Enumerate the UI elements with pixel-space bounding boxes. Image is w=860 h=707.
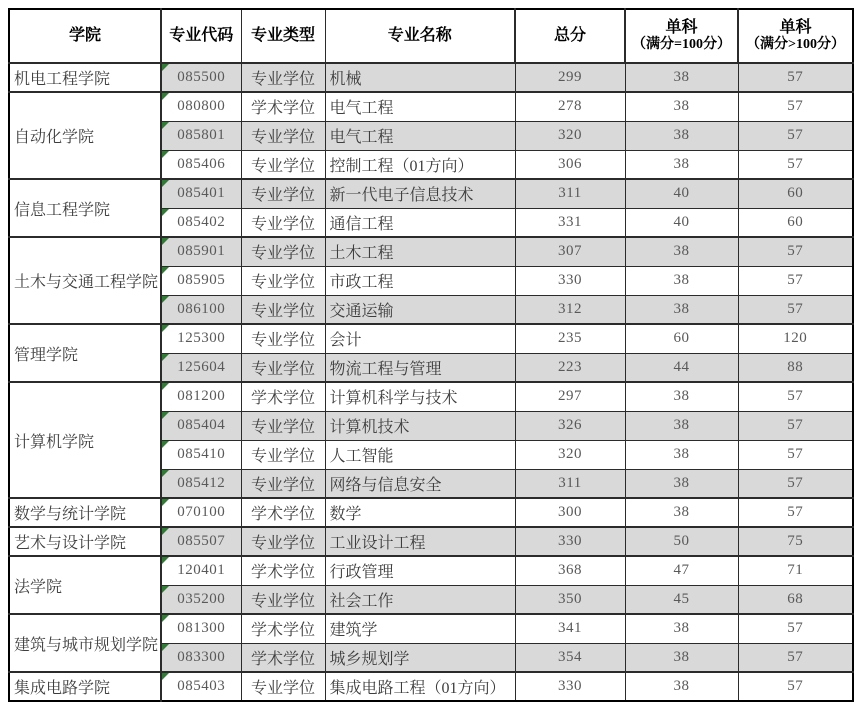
major-code-cell	[161, 585, 241, 614]
green-triangle-icon	[162, 557, 169, 564]
single-subject-100-cell: 38	[625, 63, 738, 92]
table-row	[9, 614, 853, 643]
total-score-cell: 300	[515, 498, 625, 527]
major-name-cell: 网络与信息安全	[325, 469, 515, 498]
single-subject-over100-cell: 57	[738, 237, 853, 266]
degree-type-cell: 专业学位	[241, 295, 325, 324]
single-subject-over100-cell: 57	[738, 150, 853, 179]
spreadsheet-page	[8, 8, 854, 702]
admission-score-table	[8, 8, 854, 702]
major-code-text: 070100	[177, 504, 226, 520]
major-name-cell: 行政管理	[325, 556, 515, 585]
total-score-cell: 330	[515, 527, 625, 556]
major-code-text: 085412	[177, 474, 226, 491]
table-row	[9, 63, 853, 92]
total-score-cell: 331	[515, 208, 625, 237]
degree-type-cell: 学术学位	[241, 92, 325, 121]
single-subject-100-cell: 38	[625, 440, 738, 469]
major-code-cell	[161, 353, 241, 382]
single-subject-100-cell: 38	[625, 643, 738, 672]
college-cell: 机电工程学院	[9, 63, 161, 92]
single-subject-over100-cell: 57	[738, 672, 853, 701]
degree-type-cell: 专业学位	[241, 469, 325, 498]
single-subject-100-cell: 45	[625, 585, 738, 614]
major-code-text: 085404	[177, 417, 226, 433]
column-header-major-name	[325, 9, 515, 63]
college-cell: 建筑与城市规划学院	[9, 614, 161, 672]
single-subject-over100-cell: 57	[738, 498, 853, 527]
column-header-sublabel: （满分>100分）	[746, 37, 845, 53]
major-name-cell: 建筑学	[325, 614, 515, 643]
table-row	[9, 672, 853, 701]
single-subject-100-cell: 38	[625, 614, 738, 643]
major-code-cell	[161, 324, 241, 353]
major-code-cell	[161, 121, 241, 150]
single-subject-100-cell: 60	[625, 324, 738, 353]
degree-type-cell: 学术学位	[241, 556, 325, 585]
degree-type-cell: 专业学位	[241, 672, 325, 701]
total-score-cell: 307	[515, 237, 625, 266]
single-subject-over100-cell: 88	[738, 353, 853, 382]
major-name-cell: 物流工程与管理	[325, 353, 515, 382]
single-subject-100-cell: 38	[625, 411, 738, 440]
green-triangle-icon	[162, 412, 169, 419]
single-subject-over100-cell: 57	[738, 382, 853, 411]
major-code-cell	[161, 150, 241, 179]
major-code-cell	[161, 498, 241, 527]
major-name-cell: 控制工程（01方向）	[325, 150, 515, 179]
major-name-cell: 新一代电子信息技术	[325, 179, 515, 208]
green-triangle-icon	[162, 180, 169, 187]
single-subject-over100-cell: 120	[738, 324, 853, 353]
major-code-cell	[161, 266, 241, 295]
degree-type-cell: 学术学位	[241, 614, 325, 643]
column-header-college	[9, 9, 161, 63]
major-name-cell: 机械	[325, 63, 515, 92]
total-score-cell: 368	[515, 556, 625, 585]
total-score-cell: 320	[515, 121, 625, 150]
college-cell: 计算机学院	[9, 382, 161, 498]
college-cell: 自动化学院	[9, 92, 161, 179]
major-code-cell	[161, 208, 241, 237]
total-score-cell: 311	[515, 179, 625, 208]
degree-type-cell: 专业学位	[241, 440, 325, 469]
single-subject-over100-cell: 57	[738, 121, 853, 150]
table-row	[9, 237, 853, 266]
major-name-cell: 电气工程	[325, 92, 515, 121]
major-code-text: 085500	[177, 69, 226, 85]
major-name-cell: 通信工程	[325, 208, 515, 237]
major-name-cell: 计算机科学与技术	[325, 382, 515, 411]
major-code-text: 086100	[177, 300, 226, 317]
green-triangle-icon	[162, 673, 169, 680]
degree-type-cell: 学术学位	[241, 382, 325, 411]
major-code-cell	[161, 295, 241, 324]
major-code-text: 085901	[177, 243, 226, 260]
major-code-cell	[161, 382, 241, 411]
major-name-cell: 土木工程	[325, 237, 515, 266]
major-code-cell	[161, 63, 241, 92]
single-subject-100-cell: 38	[625, 121, 738, 150]
major-name-cell: 电气工程	[325, 121, 515, 150]
single-subject-100-cell: 50	[625, 527, 738, 556]
single-subject-100-cell: 38	[625, 382, 738, 411]
single-subject-over100-cell: 57	[738, 469, 853, 498]
degree-type-cell: 专业学位	[241, 266, 325, 295]
table-body	[9, 63, 853, 701]
major-name-cell: 城乡规划学	[325, 643, 515, 672]
single-subject-100-cell: 38	[625, 150, 738, 179]
major-name-cell: 计算机技术	[325, 411, 515, 440]
major-code-text: 085403	[177, 678, 226, 694]
total-score-cell: 330	[515, 672, 625, 701]
column-header-label: 专业代码	[169, 26, 234, 44]
column-header-major-code	[161, 9, 241, 63]
college-cell: 数学与统计学院	[9, 498, 161, 527]
total-score-cell: 278	[515, 92, 625, 121]
major-code-cell	[161, 411, 241, 440]
single-subject-100-cell: 38	[625, 469, 738, 498]
degree-type-cell: 学术学位	[241, 498, 325, 527]
table-row	[9, 92, 853, 121]
degree-type-cell: 专业学位	[241, 585, 325, 614]
column-header-single-subject-max100	[625, 9, 738, 63]
college-cell: 土木与交通工程学院	[9, 237, 161, 324]
single-subject-100-cell: 40	[625, 208, 738, 237]
column-header-label: 学院	[68, 26, 101, 44]
major-code-text: 083300	[177, 648, 226, 665]
degree-type-cell: 专业学位	[241, 324, 325, 353]
college-cell: 管理学院	[9, 324, 161, 382]
major-code-cell	[161, 614, 241, 643]
column-header-total-score	[515, 9, 625, 63]
single-subject-100-cell: 44	[625, 353, 738, 382]
total-score-cell: 326	[515, 411, 625, 440]
college-cell: 法学院	[9, 556, 161, 614]
green-triangle-icon	[162, 122, 169, 129]
total-score-cell: 330	[515, 266, 625, 295]
single-subject-100-cell: 38	[625, 498, 738, 527]
major-code-cell	[161, 92, 241, 121]
column-header-label: 专业名称	[387, 26, 452, 44]
total-score-cell: 311	[515, 469, 625, 498]
total-score-cell: 235	[515, 324, 625, 353]
major-name-cell: 市政工程	[325, 266, 515, 295]
degree-type-cell: 专业学位	[241, 411, 325, 440]
green-triangle-icon	[162, 586, 169, 593]
major-code-text: 125300	[177, 330, 226, 347]
major-code-text: 085406	[177, 155, 226, 172]
major-code-cell	[161, 672, 241, 701]
degree-type-cell: 专业学位	[241, 121, 325, 150]
green-triangle-icon	[162, 209, 169, 216]
single-subject-100-cell: 38	[625, 237, 738, 266]
green-triangle-icon	[162, 499, 169, 506]
major-code-text: 081200	[177, 388, 226, 405]
table-row	[9, 527, 853, 556]
single-subject-100-cell: 38	[625, 672, 738, 701]
major-code-cell	[161, 527, 241, 556]
column-header-label: 单科	[665, 18, 698, 36]
single-subject-over100-cell: 57	[738, 295, 853, 324]
green-triangle-icon	[162, 470, 169, 477]
single-subject-over100-cell: 57	[738, 63, 853, 92]
green-triangle-icon	[162, 325, 169, 332]
degree-type-cell: 专业学位	[241, 527, 325, 556]
single-subject-100-cell: 40	[625, 179, 738, 208]
major-code-cell	[161, 440, 241, 469]
major-code-cell	[161, 643, 241, 672]
green-triangle-icon	[162, 296, 169, 303]
green-triangle-icon	[162, 644, 169, 651]
major-code-cell	[161, 237, 241, 266]
total-score-cell: 299	[515, 63, 625, 92]
single-subject-100-cell: 47	[625, 556, 738, 585]
table-row	[9, 382, 853, 411]
single-subject-over100-cell: 57	[738, 411, 853, 440]
college-cell: 信息工程学院	[9, 179, 161, 237]
total-score-cell: 306	[515, 150, 625, 179]
total-score-cell: 350	[515, 585, 625, 614]
total-score-cell: 354	[515, 643, 625, 672]
green-triangle-icon	[162, 64, 169, 71]
header-row	[9, 9, 853, 63]
major-code-text: 085402	[177, 213, 226, 230]
major-code-text: 085410	[177, 446, 226, 462]
major-name-cell: 交通运输	[325, 295, 515, 324]
major-code-text: 125604	[177, 358, 226, 375]
major-code-cell	[161, 179, 241, 208]
college-cell: 艺术与设计学院	[9, 527, 161, 556]
table-row	[9, 324, 853, 353]
degree-type-cell: 专业学位	[241, 179, 325, 208]
green-triangle-icon	[162, 383, 169, 390]
major-name-cell: 人工智能	[325, 440, 515, 469]
degree-type-cell: 专业学位	[241, 63, 325, 92]
major-code-text: 085401	[177, 185, 226, 202]
table-header	[9, 9, 853, 63]
single-subject-100-cell: 38	[625, 266, 738, 295]
major-name-cell: 数学	[325, 498, 515, 527]
major-name-cell: 集成电路工程（01方向）	[325, 672, 515, 701]
single-subject-over100-cell: 60	[738, 179, 853, 208]
single-subject-over100-cell: 60	[738, 208, 853, 237]
single-subject-over100-cell: 57	[738, 614, 853, 643]
degree-type-cell: 专业学位	[241, 237, 325, 266]
college-cell: 集成电路学院	[9, 672, 161, 701]
table-row	[9, 556, 853, 585]
degree-type-cell: 专业学位	[241, 208, 325, 237]
green-triangle-icon	[162, 441, 169, 448]
single-subject-over100-cell: 75	[738, 527, 853, 556]
major-code-text: 035200	[177, 590, 226, 607]
single-subject-over100-cell: 57	[738, 266, 853, 295]
single-subject-over100-cell: 57	[738, 643, 853, 672]
single-subject-over100-cell: 68	[738, 585, 853, 614]
column-header-sublabel: （满分=100分）	[632, 37, 731, 53]
green-triangle-icon	[162, 151, 169, 158]
single-subject-over100-cell: 71	[738, 556, 853, 585]
green-triangle-icon	[162, 238, 169, 245]
major-code-text: 081300	[177, 620, 226, 637]
table-row	[9, 498, 853, 527]
column-header-label: 总分	[553, 26, 586, 44]
major-code-text: 085507	[177, 533, 226, 549]
major-code-text: 080800	[177, 98, 226, 115]
single-subject-100-cell: 38	[625, 295, 738, 324]
single-subject-over100-cell: 57	[738, 440, 853, 469]
column-header-degree-type	[241, 9, 325, 63]
degree-type-cell: 学术学位	[241, 643, 325, 672]
green-triangle-icon	[162, 615, 169, 622]
table-row	[9, 179, 853, 208]
major-name-cell: 工业设计工程	[325, 527, 515, 556]
green-triangle-icon	[162, 528, 169, 535]
total-score-cell: 341	[515, 614, 625, 643]
single-subject-100-cell: 38	[625, 92, 738, 121]
major-code-cell	[161, 469, 241, 498]
total-score-cell: 297	[515, 382, 625, 411]
major-code-text: 085905	[177, 272, 226, 288]
total-score-cell: 320	[515, 440, 625, 469]
total-score-cell: 312	[515, 295, 625, 324]
column-header-label: 单科	[779, 18, 812, 36]
green-triangle-icon	[162, 354, 169, 361]
degree-type-cell: 专业学位	[241, 150, 325, 179]
single-subject-over100-cell: 57	[738, 92, 853, 121]
major-code-text: 085801	[177, 127, 226, 143]
major-name-cell: 会计	[325, 324, 515, 353]
green-triangle-icon	[162, 93, 169, 100]
green-triangle-icon	[162, 267, 169, 274]
major-code-text: 120401	[177, 562, 226, 579]
column-header-single-subject-over100	[738, 9, 853, 63]
major-code-cell	[161, 556, 241, 585]
column-header-label: 专业类型	[250, 26, 315, 44]
total-score-cell: 223	[515, 353, 625, 382]
degree-type-cell: 专业学位	[241, 353, 325, 382]
major-name-cell: 社会工作	[325, 585, 515, 614]
